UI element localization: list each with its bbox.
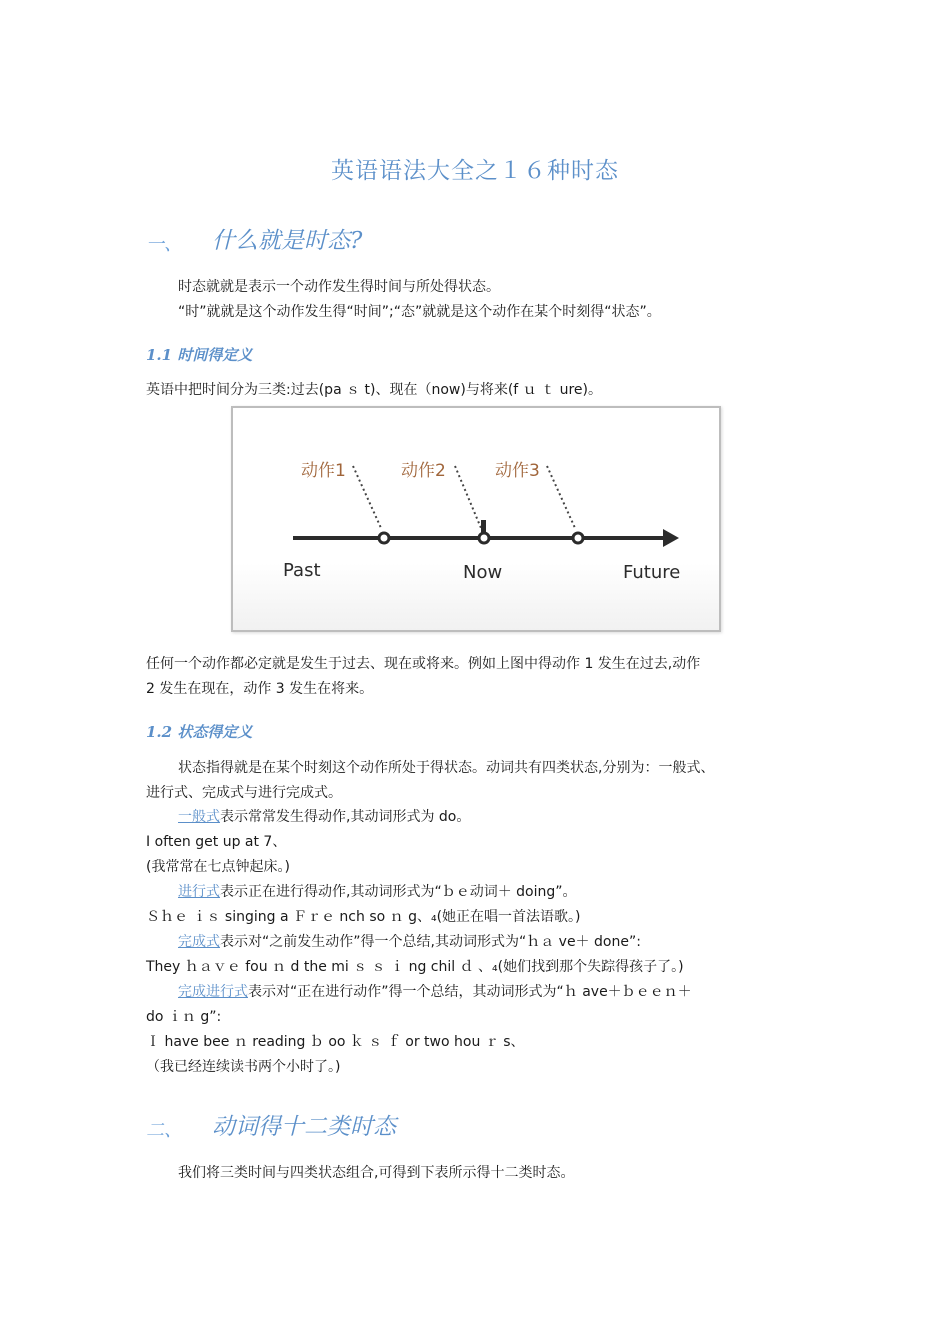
perfect-progressive-desc-cont: do ｉｎ g”: (146, 1009, 222, 1025)
simple-aspect-line (178, 807, 470, 827)
action1-point (379, 533, 389, 543)
page-title: 英语语法大全之１６种时态 (331, 158, 619, 184)
perfect-progressive-line (178, 982, 692, 1002)
state-intro-line2: 进行式、完成式与进行完成式。 (146, 785, 342, 801)
timeline-svg (233, 408, 719, 630)
now-label: Now (463, 562, 503, 583)
future-label: Future (623, 562, 681, 583)
perfect-progressive-example-en: Ｉ have bee ｎ reading ｂ oo ｋ ｓ ｆ or two hou ｒ s、 (146, 1034, 525, 1050)
time-definition-text: 英语中把时间分为三类:过去(pa ｓ t)、现在（now)与将来(f ｕ ｔ ure)。 (146, 382, 602, 398)
action3-label: 动作3 (495, 461, 540, 481)
section1-para2: “时”就就是这个动作发生得“时间”;“态”就就是这个动作在某个时刻得“状态”。 (178, 304, 661, 320)
progressive-example: Ｓｈｅ ｉｓ singing a Ｆｒｅ nch so ｎ g、₄(她正在唱一首法语歌。) (146, 909, 581, 925)
section1-heading: 什么就是时态? (212, 228, 363, 254)
perfect-progressive-term[interactable]: 完成进行式 (178, 984, 248, 1000)
perfect-aspect-line (178, 932, 641, 952)
timeline-arrow-head (663, 529, 679, 547)
section1-number: 一、 (146, 234, 182, 255)
perfect-aspect-desc: 表示对“之前发生动作”得一个总结,其动词形式为“ｈａ ve＋ done”: (220, 934, 641, 950)
simple-example-zh: (我常常在七点钟起床。) (146, 859, 290, 875)
section2-heading: 动词得十二类时态 (212, 1114, 396, 1140)
simple-example-en: I often get up at 7、 (146, 834, 287, 850)
action3-pointer (547, 466, 575, 528)
figure-explanation-line2: 2 发生在现在，动作 3 发生在将来。 (146, 681, 374, 697)
section2-number: 二、 (146, 1120, 182, 1141)
state-intro-line1: 状态指得就是在某个时刻这个动作所处于得状态。动词共有四类状态,分别为：一般式、 (178, 760, 715, 776)
action2-label: 动作2 (401, 461, 446, 481)
perfect-progressive-desc: 表示对“正在进行动作”得一个总结，其动词形式为“ｈ ave＋ｂｅｅｎ＋ (248, 984, 692, 1000)
section1-para1: 时态就就是表示一个动作发生得时间与所处得状态。 (178, 279, 500, 295)
action2-point (479, 533, 489, 543)
simple-aspect-desc: 表示常常发生得动作,其动词形式为 do。 (220, 809, 471, 825)
subsection-1-1-heading: 1.1 时间得定义 (146, 346, 253, 364)
past-label: Past (283, 560, 321, 581)
perfect-progressive-example-zh: （我已经连续读书两个小时了。) (146, 1059, 341, 1075)
figure-explanation-line1: 任何一个动作都必定就是发生于过去、现在或将来。例如上图中得动作 1 发生在过去,动作 (146, 656, 701, 672)
action3-point (573, 533, 583, 543)
timeline-figure (231, 406, 721, 632)
simple-aspect-term[interactable]: 一般式 (178, 809, 220, 825)
progressive-aspect-term[interactable]: 进行式 (178, 884, 220, 900)
action1-pointer (353, 466, 381, 528)
action1-label: 动作1 (301, 461, 346, 481)
progressive-aspect-desc: 表示正在进行得动作,其动词形式为“ｂｅ动词＋ doing”。 (220, 884, 577, 900)
perfect-example: They ｈａｖｅ fou ｎ d the mi ｓ ｓ ｉ ng chil ｄ 、₄(她们找到那个失踪得孩子了。) (146, 959, 684, 975)
action2-pointer (455, 466, 481, 528)
progressive-aspect-line (178, 882, 577, 902)
perfect-aspect-term[interactable]: 完成式 (178, 934, 220, 950)
subsection-1-2-heading: 1.2 状态得定义 (146, 723, 253, 741)
section2-para: 我们将三类时间与四类状态组合,可得到下表所示得十二类时态。 (178, 1165, 575, 1181)
